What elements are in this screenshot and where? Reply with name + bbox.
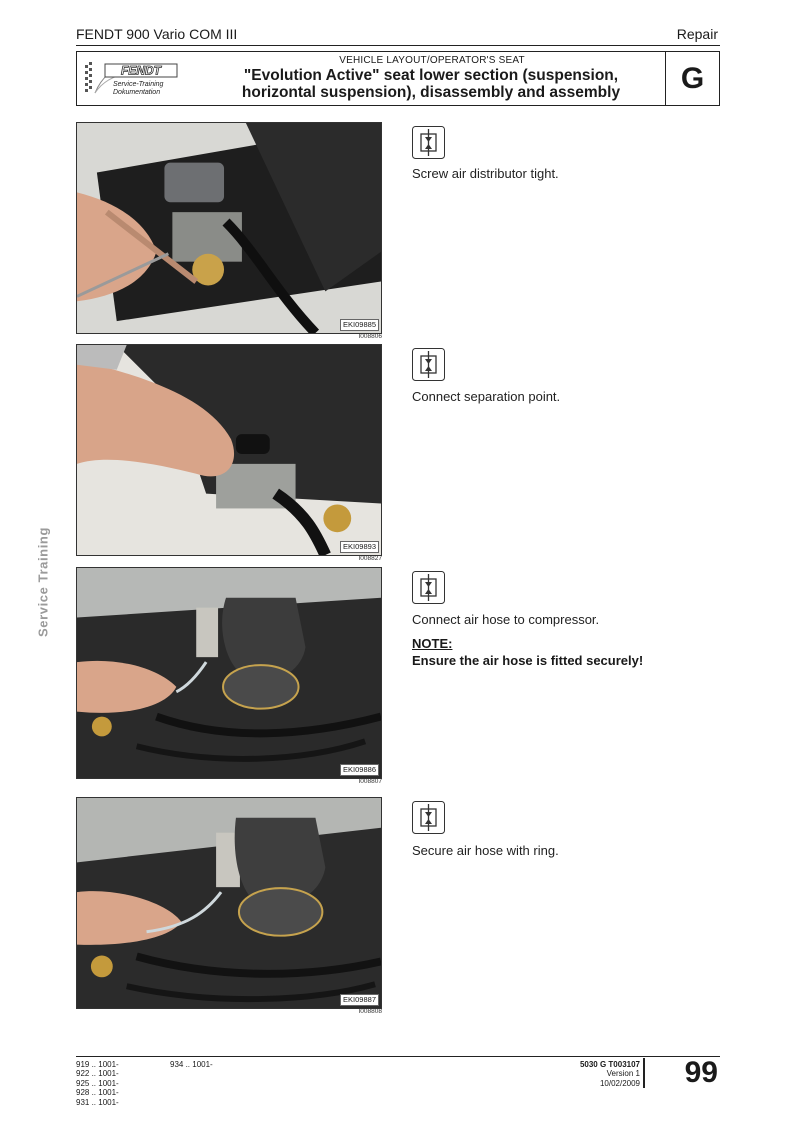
top-divider xyxy=(76,45,720,46)
step-instruction: Connect air hose to compressor. xyxy=(412,612,600,627)
image-reference: I008807 xyxy=(358,778,382,785)
side-label: Service Training xyxy=(35,526,51,638)
image-code: EKI09893 xyxy=(340,541,379,553)
model-entry: 931 .. 1001- xyxy=(76,1097,119,1107)
document-info xyxy=(520,1060,640,1088)
model-entry: 928 .. 1001- xyxy=(76,1088,119,1098)
model-entry: 925 .. 1001- xyxy=(76,1078,119,1088)
chapter-category: VEHICLE LAYOUT/OPERATOR'S SEAT xyxy=(339,55,525,66)
document-number: 5030 G T003107 xyxy=(579,1060,640,1069)
image-code: EKI09885 xyxy=(340,319,379,331)
chapter-header-box xyxy=(76,51,720,106)
chapter-title xyxy=(205,68,657,101)
group-letter: G xyxy=(680,61,705,95)
svg-text:FENDT: FENDT xyxy=(121,63,161,78)
step-photo-2 xyxy=(76,344,382,556)
image-code: EKI09887 xyxy=(340,994,379,1006)
document-version: Version 1 xyxy=(606,1069,640,1079)
model-entry: 919 .. 1001- xyxy=(76,1060,119,1069)
step-instruction: Secure air hose with ring. xyxy=(412,843,559,858)
assembly-icon xyxy=(412,571,445,604)
image-reference: I008808 xyxy=(358,1008,382,1015)
note-text: Ensure the air hose is fitted securely! xyxy=(412,653,644,668)
step-photo-4 xyxy=(76,797,382,1009)
document-title: FENDT 900 Vario COM III xyxy=(76,26,238,42)
model-entry: 934 .. 1001- xyxy=(170,1060,213,1069)
step-photo-3 xyxy=(76,567,382,779)
step-instruction: Connect separation point. xyxy=(412,389,561,404)
page-number: 99 xyxy=(684,1056,718,1089)
model-list xyxy=(76,1060,119,1107)
assembly-icon xyxy=(412,801,445,834)
step-photo-1 xyxy=(76,122,382,334)
section-name: Repair xyxy=(676,26,718,42)
svg-text:Service-Training: Service-Training xyxy=(113,81,164,88)
footer-divider xyxy=(76,1056,720,1057)
assembly-icon xyxy=(412,348,445,381)
assembly-icon xyxy=(412,126,445,159)
image-code: EKI09886 xyxy=(340,764,379,776)
note-label: NOTE: xyxy=(412,636,453,651)
footer-separator xyxy=(643,1058,645,1088)
step-instruction: Screw air distributor tight. xyxy=(412,166,559,181)
image-reference: I008806 xyxy=(358,333,382,340)
chapter-title-line-2: horizontal suspension), disassembly and assembly xyxy=(241,83,621,101)
model-entry: 922 .. 1001- xyxy=(76,1069,119,1079)
fendt-logo xyxy=(83,59,201,99)
svg-text:Dokumentation: Dokumentation xyxy=(113,89,161,96)
chapter-title-line-1: "Evolution Active" seat lower section (suspension, xyxy=(243,67,619,84)
document-date: 10/02/2009 xyxy=(599,1078,640,1088)
image-reference: I008827 xyxy=(358,555,382,562)
